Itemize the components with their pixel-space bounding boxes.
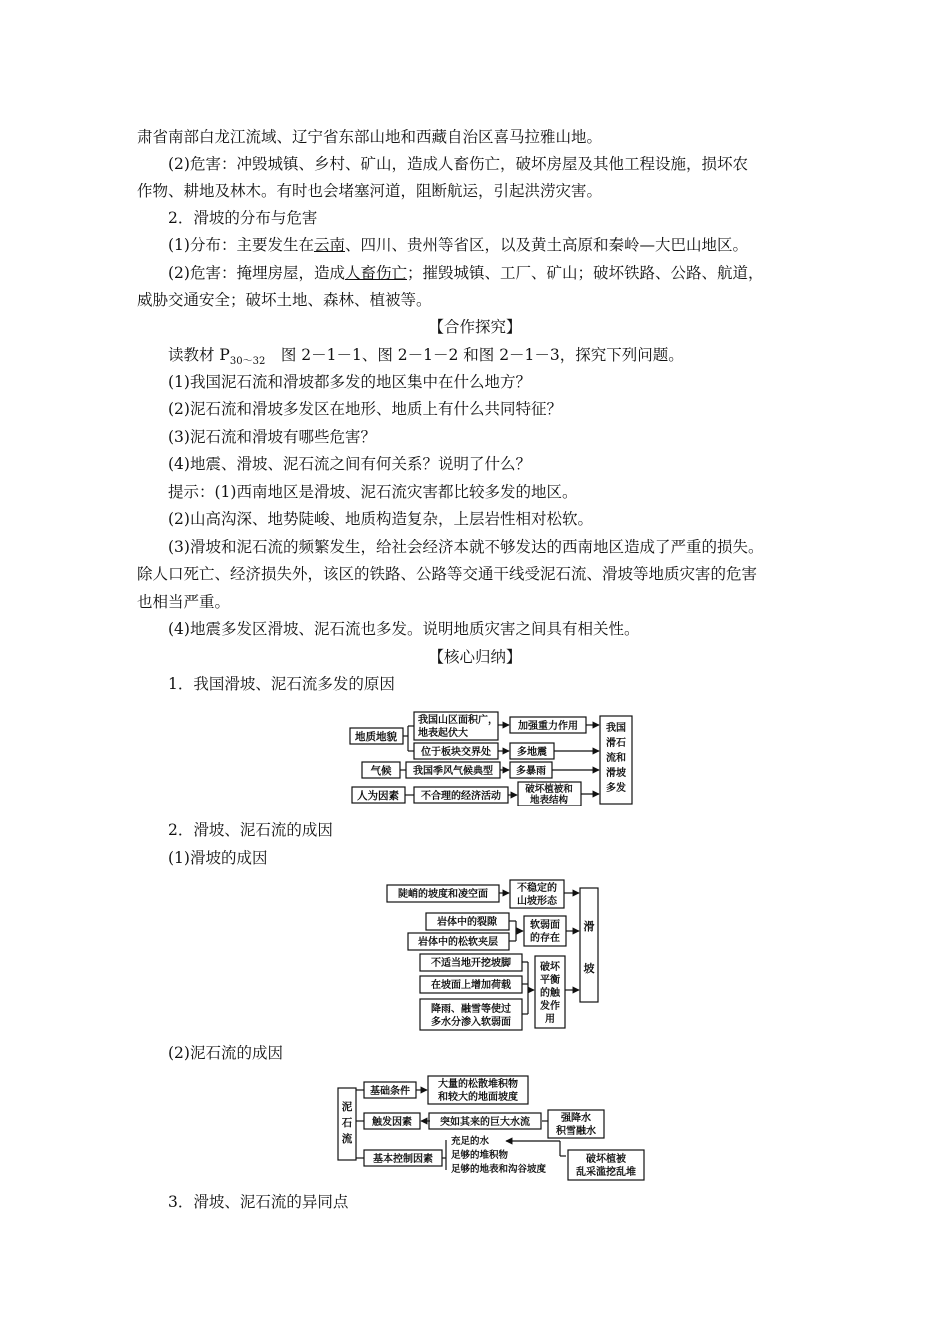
label-steep: 陡峭的坡度和凌空面 [398, 889, 488, 900]
label-unstable: 不稳定的 [517, 883, 557, 894]
label-base: 基础条件 [370, 1086, 410, 1097]
question: (1)我国泥石流和滑坡都多发的地区集中在什么地方？ [168, 373, 531, 391]
label-trigger-desc: 突如其来的巨大水流 [440, 1117, 530, 1128]
label-result: 滑石 [606, 738, 626, 749]
label-weak: 的存在 [530, 933, 560, 944]
text-line: (2)危害：冲毁城镇、乡村、矿山，造成人畜伤亡，破坏房屋及其他工程设施，损坏农 [168, 155, 748, 173]
answer: 除人口死亡、经济损失外，该区的铁路、公路等交通干线受泥石流、滑坡等地质灾害的危害 [137, 565, 758, 583]
diagram-landslide-causes [380, 876, 610, 1036]
label-human: 人为因素 [357, 790, 399, 802]
label-climate: 气候 [370, 765, 392, 777]
label-plate: 位于板块交界处 [421, 747, 491, 758]
question: (2)泥石流和滑坡多发区在地形、地质上有什么共同特征？ [168, 400, 562, 418]
question: (4)地震、滑坡、泥石流之间有何关系？说明了什么？ [168, 455, 531, 473]
section-heading: 3．滑坡、泥石流的异同点 [168, 1193, 349, 1211]
label-quake: 多地震 [517, 747, 547, 758]
label-debrisflow: 石 [341, 1117, 353, 1129]
label-rainsnow: 积雪融水 [556, 1126, 596, 1137]
label-result: 流和 [606, 753, 626, 764]
answer: (4)地震多发区滑坡、泥石流也多发。说明地质灾害之间具有相关性。 [168, 620, 640, 638]
label-control-item: 足够的地表和沟谷坡度 [451, 1164, 547, 1175]
label-landslide: 滑 [583, 920, 595, 933]
text-line: (1)分布：主要发生在云南、四川、贵州等省区，以及黄土高原和秦岭—大巴山地区。 [168, 236, 748, 254]
label-landslide: 坡 [583, 962, 595, 975]
label-trigger: 平衡 [540, 975, 560, 986]
label-result: 我国 [606, 723, 626, 734]
label-veg: 破坏植被和 [525, 784, 573, 795]
label-result: 滑坡 [606, 768, 626, 779]
section-header-summary: 【核心归纳】 [428, 648, 522, 666]
label-trigger: 的触 [540, 988, 560, 999]
label-control-item: 充足的水 [451, 1136, 490, 1147]
text-line: 肃省南部白龙江流域、辽宁省东部山地和西藏自治区喜马拉雅山地。 [137, 128, 603, 146]
label-load: 在坡面上增加荷载 [431, 980, 511, 991]
label-rainsnow: 强降水 [561, 1113, 591, 1124]
section-heading: 2．滑坡、泥石流的成因 [168, 821, 333, 839]
answer: (2)山高沟深、地势陡峻、地质构造复杂，上层岩性相对松软。 [168, 510, 593, 528]
label-human: 破坏植被 [586, 1154, 626, 1165]
label-trigger: 用 [545, 1014, 555, 1025]
answer: 也相当严重。 [137, 593, 231, 611]
section-heading: 2．滑坡的分布与危害 [168, 209, 318, 227]
label-debrisflow: 泥 [341, 1101, 353, 1113]
answer: (3)滑坡和泥石流的频繁发生，给社会经济本就不够发达的西南地区造成了严重的损失。 [168, 538, 764, 556]
section-header-cooperative: 【合作探究】 [428, 318, 522, 336]
label-veg: 地表结构 [529, 795, 569, 806]
label-water: 多水分渗入软弱面 [431, 1017, 511, 1028]
label-loose: 岩体中的松软夹层 [418, 937, 498, 948]
label-trigger: 破坏 [540, 962, 560, 973]
question: (3)泥石流和滑坡有哪些危害？ [168, 428, 376, 446]
label-base-desc: 和较大的地面坡度 [438, 1092, 518, 1103]
label-geo: 地质地貌 [355, 731, 397, 743]
text-line: 威胁交通安全；破坏土地、森林、植被等。 [137, 291, 432, 309]
label-monsoon: 我国季风气候典型 [413, 766, 493, 777]
label-gravity: 加强重力作用 [518, 721, 578, 732]
label-trigger: 发作 [540, 1001, 560, 1012]
label-water: 降雨、融雪等使过 [431, 1004, 511, 1015]
text-line: 读教材 $P_{30\sim 32}$ 图 2－1－1、图 2－1－2 和图 2－1－3，探究下列问题。 [168, 346, 684, 368]
label-rain: 多暴雨 [516, 766, 546, 777]
sub-heading: (1)滑坡的成因 [168, 849, 268, 867]
box-landslide [580, 888, 598, 1002]
label-control-item: 足够的堆积物 [451, 1150, 509, 1161]
label-debrisflow: 流 [341, 1133, 353, 1145]
section-heading: 1．我国滑坡、泥石流多发的原因 [168, 675, 395, 693]
label-base-desc: 大量的松散堆积物 [438, 1079, 518, 1090]
text-line: (2)危害：掩埋房屋，造成人畜伤亡；摧毁城镇、工厂、矿山；破坏铁路、公路、航道， [168, 264, 764, 282]
text-line: 作物、耕地及林木。有时也会堵塞河道，阻断航运，引起洪涝灾害。 [137, 182, 603, 200]
answer: 提示：(1)西南地区是滑坡、泥石流灾害都比较多发的地区。 [168, 483, 578, 501]
label-dig: 不适当地开挖坡脚 [431, 958, 511, 969]
label-weak: 软弱面 [530, 920, 560, 931]
label-result: 多发 [606, 783, 626, 794]
label-crack: 岩体中的裂隙 [437, 917, 497, 928]
diagram-debrisflow-causes [332, 1070, 652, 1185]
label-trigger: 触发因素 [372, 1117, 412, 1128]
diagram-causes [340, 706, 640, 806]
label-human: 乱采滥挖乱堆 [576, 1167, 636, 1178]
label-mountain: 我国山区面积广， [418, 715, 498, 726]
label-mountain: 地表起伏大 [418, 728, 468, 739]
label-econ: 不合理的经济活动 [421, 791, 501, 802]
label-unstable: 山坡形态 [517, 896, 557, 907]
sub-heading: (2)泥石流的成因 [168, 1044, 283, 1062]
label-control: 基本控制因素 [373, 1154, 433, 1165]
